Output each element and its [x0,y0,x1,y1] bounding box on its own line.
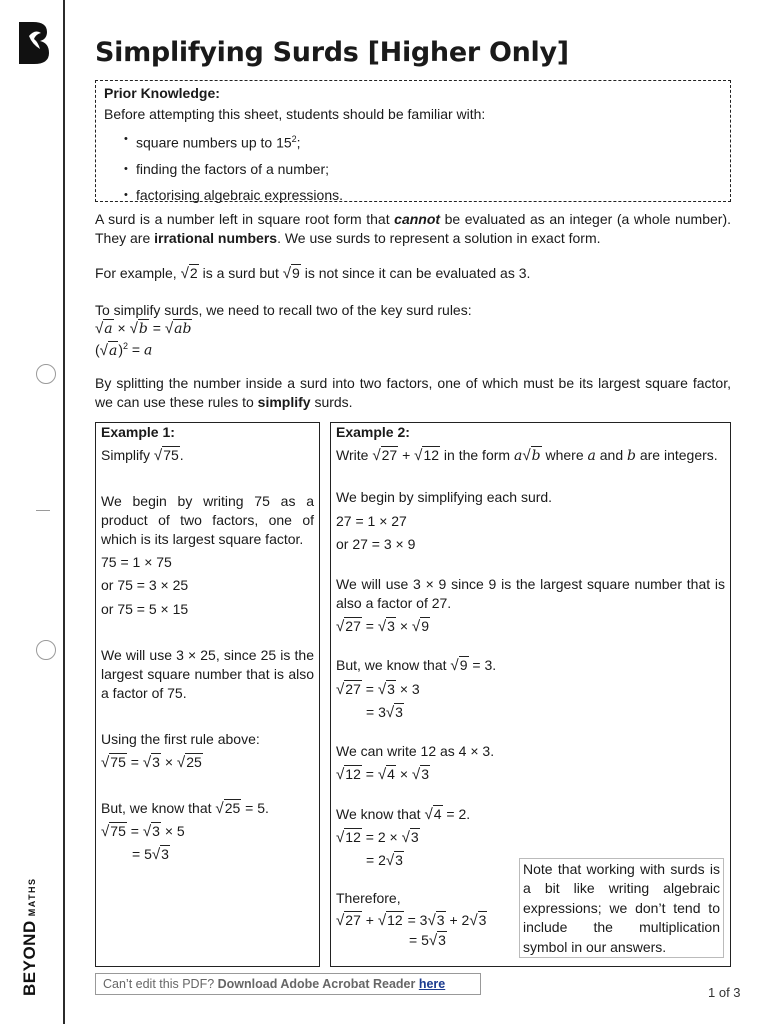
example-1-step: We begin by writing 75 as a product of two factors, one of which is its largest square factor. [101,493,314,547]
example-2-step: We know that √4 = 2. [336,806,471,823]
example-2-math: √27 = √3 × 3 [336,681,420,698]
page-title: Simplifying Surds [Higher Only] [95,37,569,68]
prior-knowledge-list [104,126,722,208]
example-2-step: We can write 12 as 4 × 3. [336,743,495,759]
method-paragraph: By splitting the number inside a surd into two factors, one of which must be its largest square factor, we can use these rules to simplify surds. [95,375,731,410]
download-link[interactable]: here [418,977,446,991]
example-2-step: But, we know that √9 = 3. [336,657,497,674]
beyond-logo-icon [15,20,51,66]
example-2-step: Therefore, [336,890,401,906]
example-1-step: Using the first rule above: [101,731,260,747]
prior-knowledge-heading: Prior Knowledge: [104,85,220,101]
example-2-step: We will use 3 × 9 since 9 is the largest square number that is also a factor of 27. [336,576,725,611]
example-1-math: √75 = √3 × √25 [101,754,202,771]
brand-logotype [20,877,40,996]
page-number: 1 of 3 [708,985,741,1000]
example-1-heading: Example 1: [101,424,175,440]
surd-rule-2: $(√a)^2 = a$ [95,341,153,359]
surd: √9 [282,265,300,282]
punch-hole [36,364,56,384]
brand-sub: MATHS [27,877,37,917]
example-2-heading: Example 2: [336,424,410,440]
example-1-factor: or 75 = 5 × 15 [101,601,189,617]
example-2-math: √12 = 2 × √3 [336,829,419,846]
example-2-task: Write √27 + √12 in the form a√b where a and b are integers. [336,447,718,464]
list-item: • finding the factors of a number; [124,156,722,182]
example-2-factor: or 27 = 3 × 9 [336,536,416,552]
margin-line [63,0,65,1024]
example-1-task: Simplify √75. [101,447,184,464]
prior-knowledge-box [95,80,731,202]
prior-knowledge-intro: Before attempting this sheet, students should be familiar with: [104,106,486,122]
example-paragraph: For example, √2 is a surd but √9 is not since it can be evaluated as 3. [95,265,531,282]
note-box: Note that working with surds is a bit like writing algebraic expressions; we don’t tend to include the multiplication symbol in our answers. [519,858,724,958]
brand-main: BEYOND [20,920,39,996]
intro-paragraph: A surd is a number left in square root form that cannot be evaluated as an integer (a whole number). They are irrational numbers. We use surds to represent a solution in exact form. [95,211,732,246]
example-1-step: But, we know that √25 = 5. [101,800,269,817]
punch-hole [36,640,56,660]
example-1-factor: 75 = 1 × 75 [101,554,172,570]
list-item: • square numbers up to $15^2$; [124,126,722,156]
example-2-math: √27 + √12 = 3√3 + 2√3 [336,912,487,929]
example-2-factor: 27 = 1 × 27 [336,513,407,529]
example-2-step: We begin by simplifying each surd. [336,489,553,505]
example-2-math: √12 = √4 × √3 [336,766,429,783]
surd-rule-1: √a × √b = √ab [95,320,192,337]
surd: √2 [180,265,198,282]
example-1-factor: or 75 = 3 × 25 [101,577,189,593]
fold-mark [36,510,50,511]
example-1-answer: = 5√3 [132,846,169,863]
example-1-math: √75 = √3 × 5 [101,823,185,840]
example-2-math: √27 = √3 × √9 [336,618,429,635]
example-1-step: We will use 3 × 25, since 25 is the largest square number that is also a factor of 75. [101,647,314,701]
example-1-box [95,422,320,967]
example-2-math: = 2√3 [366,852,403,869]
acrobat-footer: Can’t edit this PDF? Download Adobe Acrobat Reader here [95,973,481,995]
list-item: • factorising algebraic expressions. [124,182,722,208]
example-2-answer: = 5√3 [409,932,446,949]
rules-intro: To simplify surds, we need to recall two of the key surd rules: [95,302,472,318]
example-2-math: = 3√3 [366,704,403,721]
